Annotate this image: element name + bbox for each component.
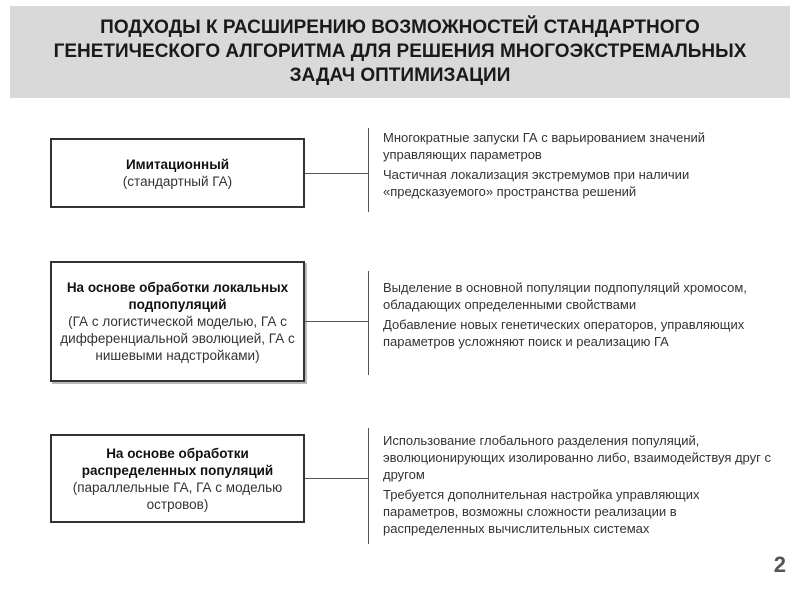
bracket-line <box>368 271 381 375</box>
approach-box-local-subpopulations <box>50 261 305 382</box>
approach-subtitle: (параллельные ГА, ГА с моделью островов) <box>72 479 283 512</box>
connector-line <box>305 478 368 479</box>
approach-description <box>383 129 773 203</box>
approach-title: На основе обработки локальных подпопуляций <box>66 280 289 312</box>
description-item: Многократные запуски ГА с варьированием значений управляющих параметров <box>383 130 706 162</box>
description-item: Требуется дополнительная настройка управляющих параметров, возможны сложности реализации в распределенных вычислительных системах <box>383 487 700 536</box>
approach-box-distributed-populations <box>50 434 305 523</box>
slide-title: ПОДХОДЫ К РАСШИРЕНИЮ ВОЗМОЖНОСТЕЙ СТАНДАРТНОГО ГЕНЕТИЧЕСКОГО АЛГОРИТМА ДЛЯ РЕШЕНИЯ МНОГОЭКСТРЕМАЛЬНЫХ ЗАДАЧ ОПТИМИЗАЦИИ <box>53 17 747 86</box>
bracket-line <box>368 128 381 212</box>
title-banner <box>10 6 790 98</box>
page-number: 2 <box>773 552 786 577</box>
connector-line <box>305 321 368 322</box>
approach-title: Имитационный <box>125 157 230 172</box>
description-item: Добавление новых генетических операторов, управляющих параметров усложняют поиск и реализацию ГА <box>383 317 745 349</box>
approach-subtitle: (стандартный ГА) <box>122 174 233 189</box>
approach-box-imitation <box>50 138 305 208</box>
connector-line <box>305 173 368 174</box>
approach-title: На основе обработки распределенных популяций <box>81 445 274 478</box>
description-item: Выделение в основной популяции подпопуляций хромосом, обладающих определенными свойствами <box>383 280 747 312</box>
bracket-line <box>368 428 381 544</box>
approach-description <box>383 279 773 353</box>
approach-description <box>383 432 773 540</box>
description-item: Частичная локализация экстремумов при наличии «предсказуемого» пространства решений <box>383 167 690 199</box>
description-item: Использование глобального разделения популяций, эволюционирующих изолированно либо, взаимодействуя друг с другом <box>383 433 771 482</box>
approach-subtitle: (ГА с логистической моделью, ГА с дифференциальной эволюцией, ГА с нишевыми надстройками) <box>60 314 295 363</box>
